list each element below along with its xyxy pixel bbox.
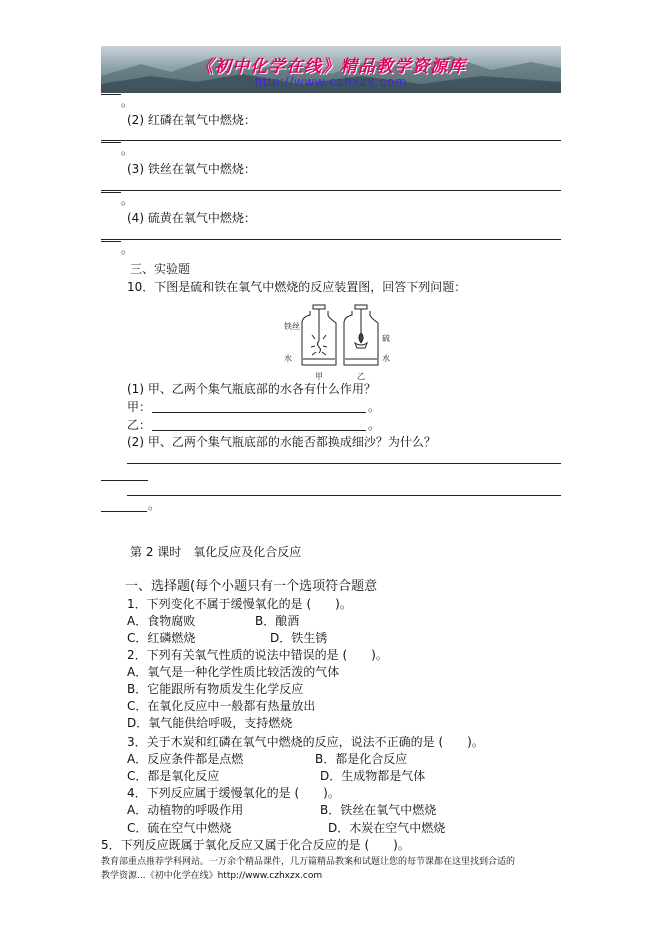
answer-blank[interactable] <box>101 511 147 512</box>
question-5-stem: 5．下列反应既属于氧化反应又属于化合反应的是 ( )。 <box>101 838 410 852</box>
question-3-stem: 3．关于木炭和红磷在氧气中燃烧的反应，说法不正确的是 ( )。 <box>127 735 484 749</box>
sentence-end: 。 <box>148 498 161 512</box>
sentence-end: 。 <box>368 418 381 432</box>
answer-line[interactable] <box>101 480 148 481</box>
option-c[interactable]: C．都是氧化反应 <box>127 769 220 783</box>
option-d[interactable]: D．生成物都是气体 <box>320 769 426 783</box>
footer-line-1: 教育部重点推荐学科网站。一万余个精品课件，几万篇精品教案和试题让您的每节课都在这里找到合适的 <box>101 857 516 867</box>
lesson-title: 第 2 课时 氧化反应及化合反应 <box>130 545 302 559</box>
footer-line-2[interactable]: 教学资源...《初中化学在线》http://www.czhxzx.com <box>101 871 323 881</box>
header-banner <box>101 46 561 93</box>
option-c[interactable]: C．硫在空气中燃烧 <box>127 821 232 835</box>
label-water-left: 水 <box>284 354 292 363</box>
sentence-end: 。 <box>121 242 134 256</box>
question-10-part2: (2) 甲、乙两个集气瓶底部的水能否都换成细沙？为什么？ <box>127 435 436 449</box>
banner-title: 《初中化学在线》精品教学资源库 <box>196 57 466 77</box>
option-c[interactable]: C．红磷燃烧 <box>127 631 196 645</box>
answer-blank[interactable] <box>101 241 121 242</box>
answer-line[interactable] <box>127 495 561 496</box>
answer-line[interactable] <box>101 190 561 191</box>
question-2-stem: 2．下列有关氧气性质的说法中错误的是 ( )。 <box>127 648 388 662</box>
label-yi-answer: 乙： <box>127 418 152 432</box>
option-d[interactable]: D．铁生锈 <box>270 631 328 645</box>
label-yi: 乙 <box>357 372 365 381</box>
option-b[interactable]: B．酿酒 <box>255 614 300 628</box>
option-d[interactable]: D．氧气能供给呼吸，支持燃烧 <box>127 716 293 730</box>
option-a[interactable]: A．反应条件都是点燃 <box>127 752 244 766</box>
section-heading-experiment: 三、实验题 <box>130 262 191 276</box>
label-water-right: 水 <box>382 354 390 363</box>
question-iron-wire: (3) 铁丝在氧气中燃烧： <box>127 162 256 176</box>
option-c[interactable]: C．在氧化反应中一般都有热量放出 <box>127 699 316 713</box>
apparatus-figure <box>282 303 398 383</box>
option-d[interactable]: D．木炭在空气中燃烧 <box>328 821 446 835</box>
option-a[interactable]: A．食物腐败 <box>127 614 196 628</box>
question-sulfur: (4) 硫黄在氧气中燃烧： <box>127 211 256 225</box>
sentence-end: 。 <box>368 400 381 414</box>
label-jia-answer: 甲： <box>127 400 152 414</box>
answer-blank-jia[interactable] <box>152 412 366 413</box>
answer-blank[interactable] <box>101 94 121 95</box>
answer-blank-yi[interactable] <box>152 430 366 431</box>
question-red-phosphorus: (2) 红磷在氧气中燃烧： <box>127 113 256 127</box>
option-a[interactable]: A．氧气是一种化学性质比较活泼的气体 <box>127 665 340 679</box>
section-heading-choice: 一、选择题(每个小题只有一个选项符合题意 <box>125 579 378 594</box>
option-a[interactable]: A．动植物的呼吸作用 <box>127 803 244 817</box>
option-b[interactable]: B．它能跟所有物质发生化学反应 <box>127 682 304 696</box>
label-jia: 甲 <box>315 372 323 381</box>
answer-line[interactable] <box>101 239 561 240</box>
answer-line[interactable] <box>101 140 561 141</box>
label-tiesi: 铁丝 <box>284 322 300 331</box>
option-b[interactable]: B．都是化合反应 <box>315 752 408 766</box>
bottle-yi <box>344 305 378 365</box>
question-4-stem: 4．下列反应属于缓慢氧化的是 ( )。 <box>127 786 340 800</box>
question-1-stem: 1．下列变化不属于缓慢氧化的是 ( )。 <box>127 597 352 611</box>
sentence-end: 。 <box>121 193 134 207</box>
option-b[interactable]: B．铁丝在氧气中燃烧 <box>320 803 437 817</box>
sentence-end: 。 <box>121 143 134 157</box>
banner-url[interactable]: http://www.czhxzx.com <box>254 74 408 89</box>
answer-blank[interactable] <box>101 192 121 193</box>
sentence-end: 。 <box>121 95 134 109</box>
question-10: 10．下图是硫和铁在氧气中燃烧的反应装置图，回答下列问题： <box>127 280 467 294</box>
answer-blank[interactable] <box>101 142 121 143</box>
answer-line[interactable] <box>127 463 561 464</box>
bottle-jia <box>302 305 336 365</box>
label-sulfur: 硫 <box>382 334 390 343</box>
question-10-part1: (1) 甲、乙两个集气瓶底部的水各有什么作用？ <box>127 382 376 396</box>
